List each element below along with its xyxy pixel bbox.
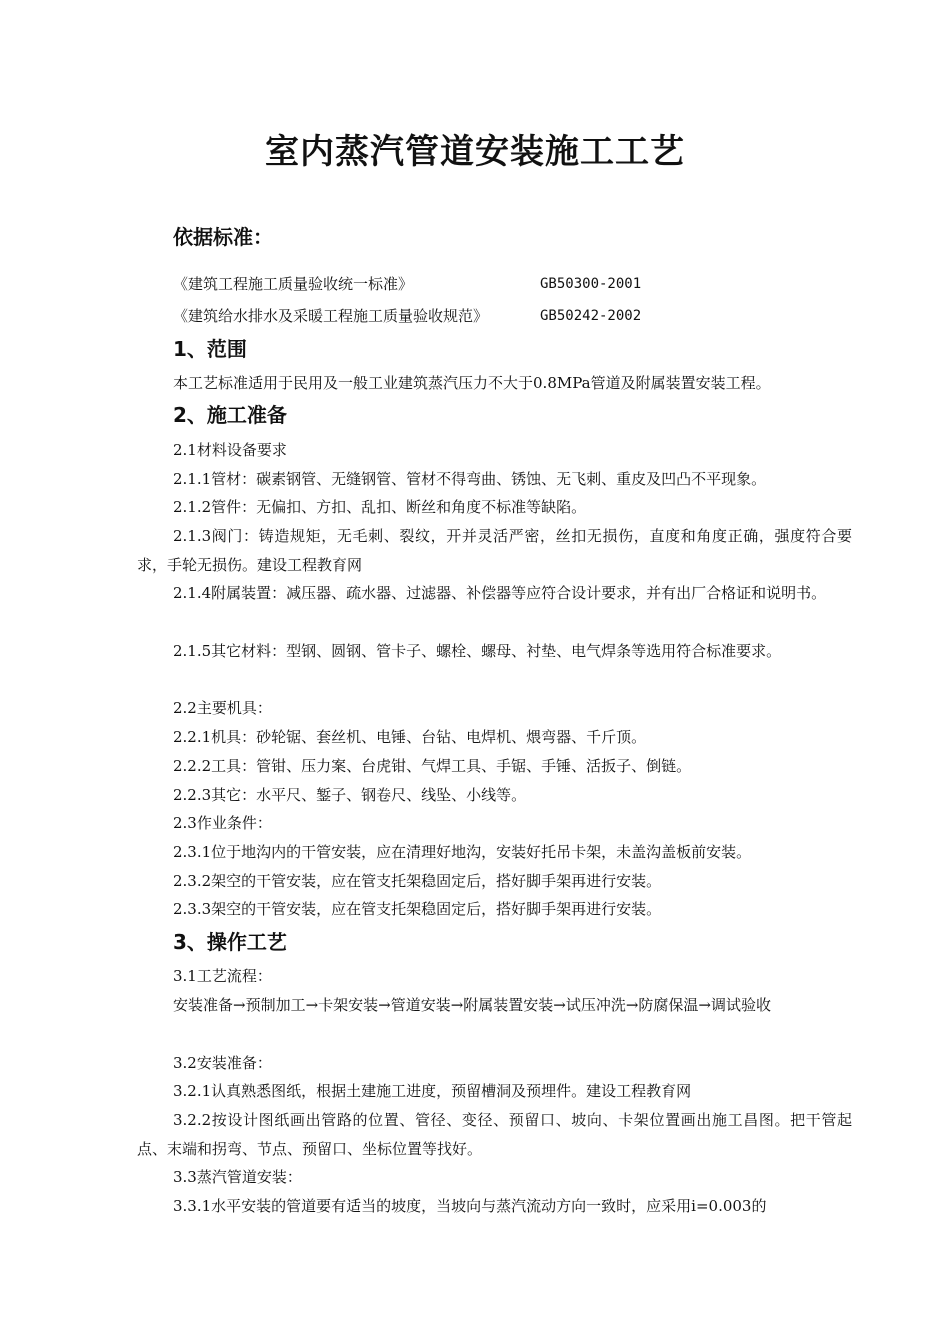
paragraph: 2.3作业条件： [173, 814, 272, 832]
paragraph: 3.2安装准备： [173, 1054, 272, 1072]
section-heading: 1、范围 [173, 337, 247, 361]
standard-item [173, 302, 642, 330]
paragraph: 2.2.2工具：管钳、压力案、台虎钳、气焊工具、手锯、手锤、活扳子、倒链。 [173, 757, 692, 775]
standard-item [173, 270, 642, 298]
paragraph: 2.1.4附属装置：减压器、疏水器、过滤器、补偿器等应符合设计要求，并有出厂合格证和说明书。 [173, 584, 827, 602]
paragraph: 2.2.1机具：砂轮锯、套丝机、电锤、台钻、电焊机、煨弯器、千斤顶。 [173, 728, 647, 746]
paragraph: 2.1.1管材：碳素钢管、无缝钢管、管材不得弯曲、锈蚀、无飞刺、重皮及凹凸不平现象。 [173, 470, 767, 488]
paragraph: 2.3.1位于地沟内的干管安装，应在清理好地沟，安装好托吊卡架，未盖沟盖板前安装。 [173, 843, 752, 861]
paragraph: 3.2.1认真熟悉图纸，根据土建施工进度，预留槽洞及预埋件。建设工程教育网 [173, 1082, 692, 1100]
paragraph: 2.2.3其它：水平尺、錾子、钢卷尺、线坠、小线等。 [173, 786, 527, 804]
paragraph: 3.3蒸汽管道安装： [173, 1168, 302, 1186]
paragraph: 2.1材料设备要求 [173, 441, 287, 459]
paragraph: 2.3.2架空的干管安装，应在管支托架稳固定后，搭好脚手架再进行安装。 [173, 872, 662, 890]
paragraph: 3.1工艺流程： [173, 967, 272, 985]
paragraph: 安装准备→预制加工→卡架安装→管道安装→附属装置安装→试压冲洗→防腐保温→调试验收 [173, 996, 771, 1014]
standard-code: GB50300-2001 [540, 276, 642, 292]
paragraph: 2.2主要机具： [173, 699, 272, 717]
standard-name: 《建筑给水排水及采暖工程施工质量验收规范》 [173, 307, 489, 325]
standard-code: GB50242-2002 [540, 308, 642, 324]
section-heading: 3、操作工艺 [173, 930, 287, 954]
paragraph: 2.3.3架空的干管安装，应在管支托架稳固定后，搭好脚手架再进行安装。 [173, 900, 662, 918]
paragraph: 3.3.1水平安装的管道要有适当的坡度，当坡向与蒸汽流动方向一致时，应采用i=0.003的 [173, 1197, 767, 1215]
document-title: 室内蒸汽管道安装施工工艺 [265, 132, 685, 172]
basis-heading: 依据标准： [173, 225, 273, 249]
paragraph: 3.2.2按设计图纸画出管路的位置、管径、变径、预留口、坡向、卡架位置画出施工昌图。把干管起点、末端和拐弯、节点、预留口、坐标位置等找好。 [137, 1111, 852, 1158]
paragraph: 2.1.2管件：无偏扣、方扣、乱扣、断丝和角度不标准等缺陷。 [173, 498, 587, 516]
paragraph: 2.1.5其它材料：型钢、圆钢、管卡子、螺栓、螺母、衬垫、电气焊条等选用符合标准要求。 [173, 642, 782, 660]
paragraph: 2.1.3阀门：铸造规矩，无毛刺、裂纹，开并灵活严密，丝扣无损伤，直度和角度正确，强度符合要求，手轮无损伤。建设工程教育网 [137, 527, 852, 574]
standard-name: 《建筑工程施工质量验收统一标准》 [173, 275, 414, 293]
section-heading: 2、施工准备 [173, 403, 287, 427]
paragraph: 本工艺标准适用于民用及一般工业建筑蒸汽压力不大于0.8MPa管道及附属装置安装工程。 [173, 374, 771, 392]
